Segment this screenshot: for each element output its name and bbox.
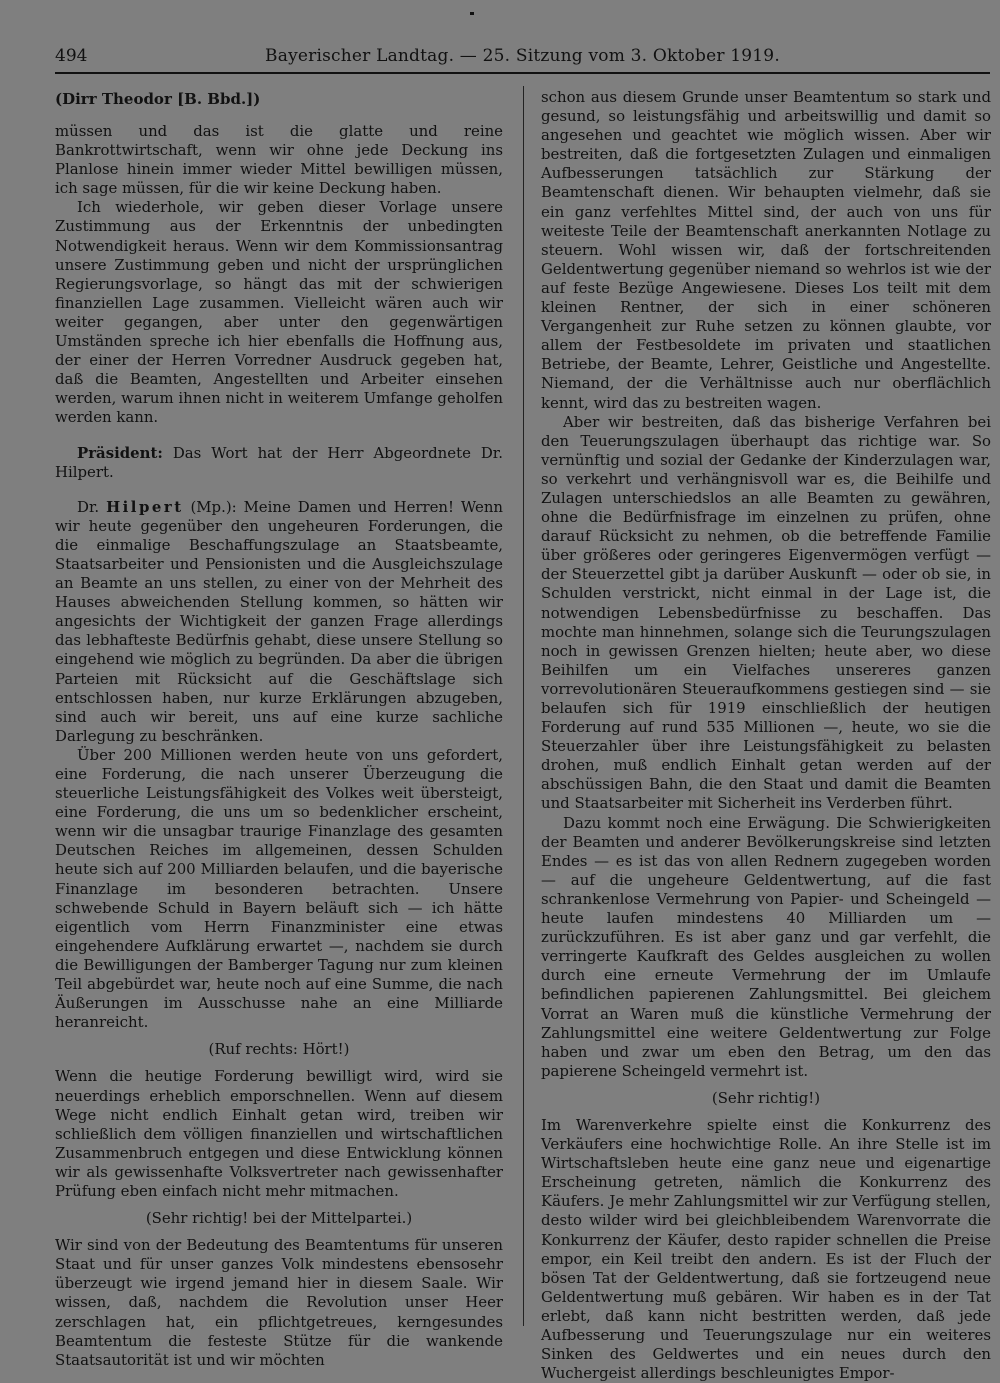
president-text: Das Wort hat der Herr Abgeordnete Dr. Hilpert.: [55, 443, 504, 481]
interjection: (Sehr richtig! bei der Mittelpartei.): [145, 1209, 413, 1228]
paragraph: schon aus diesem Grunde unser Beamtentum so stark und gesund, so leistungsfähig und arbeitswillig und damit so angesehen und geachtet wie möglich wissen. Aber wir bestreiten, daß die fortgesetzten Zulagen und einmaligen Aufbesserungen tatsächlich zur Stärkung der Beamtenschaft dienen. Wir behaupten vielmehr, daß sie ein ganz verfehltes Mittel sind, der auch von uns für weiteste Teile der Beamtenschaft anerkannten Notlage zu steuern. Wohl wissen wir, daß der fortschreitenden Geldentwertung gegenüber niemand so wehrlos ist wie der auf feste Bezüge Angewiesene. Dieses Los teilt mit dem kleinen Rentner, der sich in einer schöneren Vergangenheit zur Ruhe setzen zu können glaubte, vor allem der Festbesoldete im privaten und staatlichen Betriebe, der Beamte, Lehrer, Geistliche und Angestellte. Niemand, der die Verhältnisse auch nur oberflächlich kennt, wird das zu bestreiten wagen.: [541, 88, 991, 412]
dr-prefix: Dr.: [77, 497, 100, 516]
president-label: Präsident:: [77, 443, 163, 462]
president-statement: [55, 444, 503, 482]
speaker-name: Hilpert: [106, 497, 184, 516]
running-title: Bayerischer Landtag. — 25. Sitzung vom 3. Oktober 1919.: [265, 46, 780, 66]
speech-text: (Mp.): Meine Damen und Herren! Wenn wir heute gegenüber den ungeheuren Forderungen, die die einmalige Beschaffungszulage an Staatsbeamte, Staatsarbeiter und Pensionisten und die Ausgleichszulage an Beamte an uns stellen, zu einer von der Mehrheit des Hauses abweichenden Stellung kommen, so hätten wir angesichts der Wichtigkeit der ganzen Frage allerdings das lebhafteste Bedürfnis gehabt, diese unsere Stellung so eingehend wie möglich zu begründen. Da aber die übrigen Parteien mit Rücksicht auf die Geschäftslage sich entschlossen haben, nur kurze Erklärungen abzugeben, sind auch wir bereit, uns auf eine kurze sachliche Darlegung zu beschränken.: [55, 497, 504, 745]
interjection: (Ruf rechts: Hört!): [208, 1040, 350, 1059]
page-header: [55, 42, 990, 70]
header-rule: [55, 72, 990, 74]
paragraph: Über 200 Millionen werden heute von uns gefordert, eine Forderung, die nach unserer Überzeugung die steuerliche Leistungsfähigkeit des Volkes weit übersteigt, eine Forderung, die uns um so bedenklicher erscheint, wenn wir die unsagbar traurige Finanzlage des gesamten Deutschen Reiches im allgemeinen, dessen Schulden heute sich auf 200 Milliarden belaufen, und die bayerische Finanzlage im besonderen betrachten. Unsere schwebende Schuld in Bayern beläuft sich — ich hätte eigentlich vom Herrn Finanzminister eine etwas eingehendere Aufklärung erwartet —, nachdem sie durch die Bewilligungen der Bamberger Tagung nur zum kleinen Teil abgebürdet war, heute noch auf eine Summe, die nach Äußerungen im Ausschusse nahe an eine Milliarde heranreicht.: [55, 745, 503, 1032]
page-number: 494: [55, 46, 88, 66]
paragraph: Dazu kommt noch eine Erwägung. Die Schwierigkeiten der Beamten und anderer Bevölkerungskreise sind letzten Endes — es ist das von allen Rednern zugegeben worden — auf die ungeheure Geldentwertung, auf die fast schrankenlose Vermehrung von Papier- und Scheingeld — heute laufen mindestens 40 Milliarden um — zurückzuführen. Es ist aber ganz und gar verfehlt, die verringerte Kaufkraft des Geldes ausgleichen zu wollen durch eine erneute Vermehrung der im Umlaufe befindlichen papierenen Zahlungsmittel. Bei gleichem Vorrat an Waren muß die künstliche Vermehrung der Zahlungsmittel eine weitere Geldentwertung zur Folge haben und zwar um eben den Betrag, um den das papierene Scheingeld vermehrt ist.: [541, 813, 991, 1080]
paragraph: Wenn die heutige Forderung bewilligt wird, wird sie neuerdings erheblich emporschnellen. Wenn auf diesem Wege nicht endlich Einhalt getan wird, treiben wir schließlich dem völligen finanziellen und wirtschaftlichen Zusammenbruch entgegen und diese Entwicklung können wir als gewissenhafte Volksvertreter nach gewissenhafter Prüfung eben einfach nicht mehr mitmachen.: [55, 1067, 503, 1200]
paragraph: Ich wiederhole, wir geben dieser Vorlage unsere Zustimmung aus der Erkenntnis der unbedingten Notwendigkeit heraus. Wenn wir dem Kommissionsantrag unsere Zustimmung geben und nicht der ursprünglichen Regierungsvorlage, so hängt das mit der schwierigen finanziellen Lage zusammen. Vielleicht wären auch wir weiter gegangen, aber unter den gegenwärtigen Umständen spreche ich hier ebenfalls die Hoffnung aus, der einer der Herren Vorredner Ausdruck gegeben hat, daß die Beamten, Angestellten und Arbeiter einsehen werden, warum ihnen nicht in weiterem Umfange geholfen werden kann.: [55, 198, 503, 427]
print-mark: [470, 12, 474, 15]
speaker-bracket: (Dirr Theodor [B. Bbd.]): [55, 90, 261, 108]
column-divider: [523, 86, 524, 1326]
paragraph: müssen und das ist die glatte und reine Bankrottwirtschaft, wenn wir ohne jede Deckung ins Planlose hinein immer wieder Mittel bewilligen müssen, ich sage müssen, für die wir keine Deckung haben.: [55, 122, 503, 198]
paragraph: Im Warenverkehre spielte einst die Konkurrenz des Verkäufers eine hochwichtige Rolle. An ihre Stelle ist im Wirtschaftsleben heute eine ganz neue und eigenartige Erscheinung getreten, nämlich die Konkurrenz des Käufers. Je mehr Zahlungsmittel wir zur Verfügung stellen, desto wilder wird bei gleichbleibendem Warenvorrate die Konkurrenz der Käufer, desto rapider schnellen die Preise empor, ein Keil treibt den andern. Es ist der Fluch der bösen Tat der Geldentwertung, daß sie fortzeugend neue Geldentwertung muß gebären. Wir haben es in der Tat erlebt, daß kann nicht bestritten werden, daß jede Aufbesserung und Teuerungszulage nur ein weiteres Sinken des Geldwertes und ein neues durch den Wuchergeist allerdings beschleunigtes Empor-: [541, 1115, 991, 1383]
right-column: [541, 88, 991, 1383]
interjection: (Sehr richtig!): [711, 1088, 821, 1107]
left-column: [55, 88, 503, 1370]
speech-opening: [55, 498, 503, 746]
paragraph: Wir sind von der Bedeutung des Beamtentums für unseren Staat und für unser ganzes Volk mindestens ebensosehr überzeugt wie irgend jemand hier in diesem Saale. Wir wissen, daß, nachdem die Revolution unser Heer zerschlagen hat, ein pflichtgetreues, kerngesundes Beamtentum die festeste Stütze für die wankende Staatsautorität ist und wir möchten: [55, 1236, 503, 1369]
paragraph: Aber wir bestreiten, daß das bisherige Verfahren bei den Teuerungszulagen überhaupt das richtige war. So vernünftig und sozial der Gedanke der Kinderzulagen war, so verkehrt und verhängnisvoll war es, die Beihilfe und Zulagen unterschiedslos an alle Beamten zu gewähren, ohne die Bedürfnisfrage im einzelnen zu prüfen, ohne darauf Rücksicht zu nehmen, ob die betreffende Familie über größeres oder geringeres Eigenvermögen verfügt — der Steuerzettel gibt ja darüber Auskunft — oder ob sie, in Schulden verstrickt, nicht einmal in der Lage ist, die notwendigen Lebensbedürfnisse zu beschaffen. Das mochte man hinnehmen, solange sich die Teurungszulagen noch in gewissen Grenzen hielten; heute aber, wo diese Beihilfen um ein Vielfaches unsereres ganzen vorrevolutionären Steueraufkommens gestiegen sind — sie belaufen sich für 1919 einschließlich der heutigen Forderung auf rund 535 Millionen —, heute, wo sie die Steuerzahler über ihre Leistungsfähigkeit zu belasten drohen, muß endlich Einhalt getan werden auf der abschüssigen Bahn, die den Staat und damit die Beamten und Staatsarbeiter mit Sicherheit ins Verderben führt.: [541, 412, 991, 813]
